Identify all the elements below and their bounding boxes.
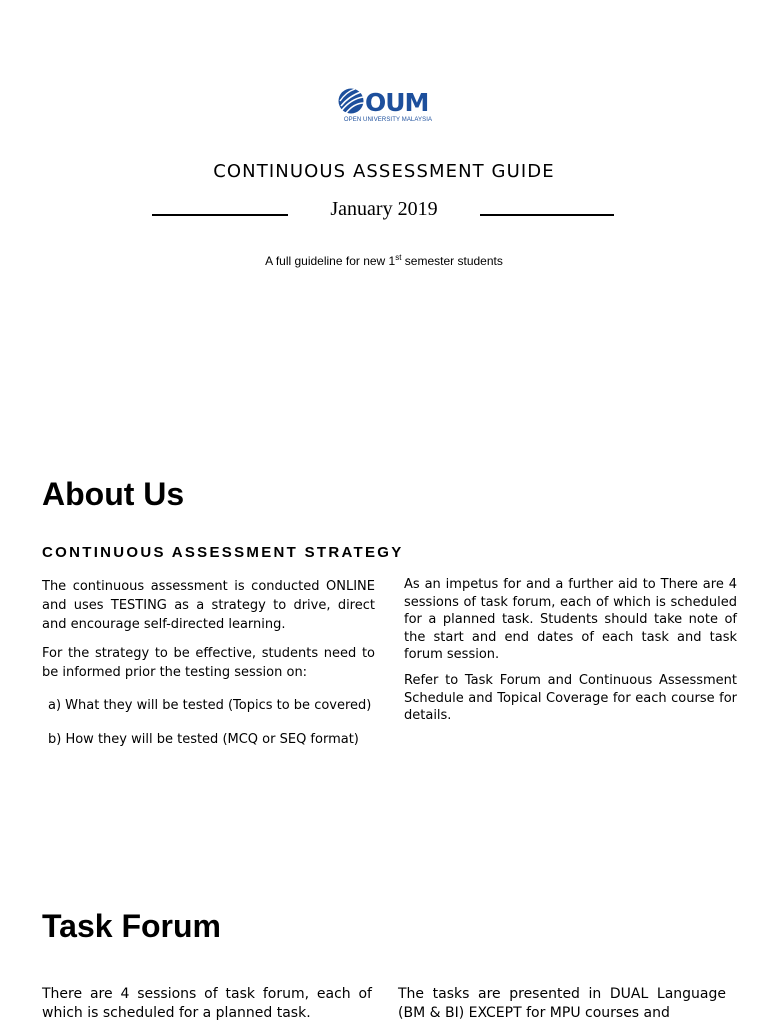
about-left-paragraph-1: The continuous assessment is conducted ONLINE and uses TESTING as a strategy to drive, direct and encourage self-directed learning.	[42, 579, 375, 632]
list-item-a: a) What they will be tested (Topics to be covered)	[48, 698, 372, 713]
about-heading: About Us	[42, 476, 185, 512]
about-left-column	[42, 577, 375, 682]
about-right-paragraph-1: As an impetus for and a further aid to There are 4 sessions of task forum, each of which is scheduled for a planned task. Students should take note of the start and end dates of each task and task forum session.	[404, 577, 737, 663]
logo-tagline: OPEN UNIVERSITY MALAYSIA	[343, 117, 433, 123]
logo-wordmark: OUM	[365, 88, 429, 117]
about-right-paragraph-2: Refer to Task Forum and Continuous Assessment Schedule and Topical Coverage for each course for details.	[404, 672, 737, 724]
document-subtitle: A full guideline for new 1st semester students	[265, 253, 503, 268]
oum-globe-icon	[338, 88, 364, 114]
document-date: January 2019	[330, 198, 438, 220]
oum-logo	[338, 88, 438, 128]
task-forum-right-text: The tasks are presented in DUAL Language (BM & BI) EXCEPT for MPU courses and	[398, 986, 726, 1021]
about-left-paragraph-2: For the strategy to be effective, students need to be informed prior the testing session on:	[42, 646, 375, 680]
list-item-b: b) How they will be tested (MCQ or SEQ format)	[48, 732, 359, 747]
document-title: CONTINUOUS ASSESSMENT GUIDE	[213, 161, 555, 182]
task-forum-heading: Task Forum	[42, 908, 221, 944]
strategy-subheading: CONTINUOUS ASSESSMENT STRATEGY	[42, 544, 404, 561]
about-right-column	[404, 576, 737, 725]
task-forum-left-text: There are 4 sessions of task forum, each of which is scheduled for a planned task.	[42, 986, 372, 1021]
title-rule-right	[480, 214, 614, 216]
